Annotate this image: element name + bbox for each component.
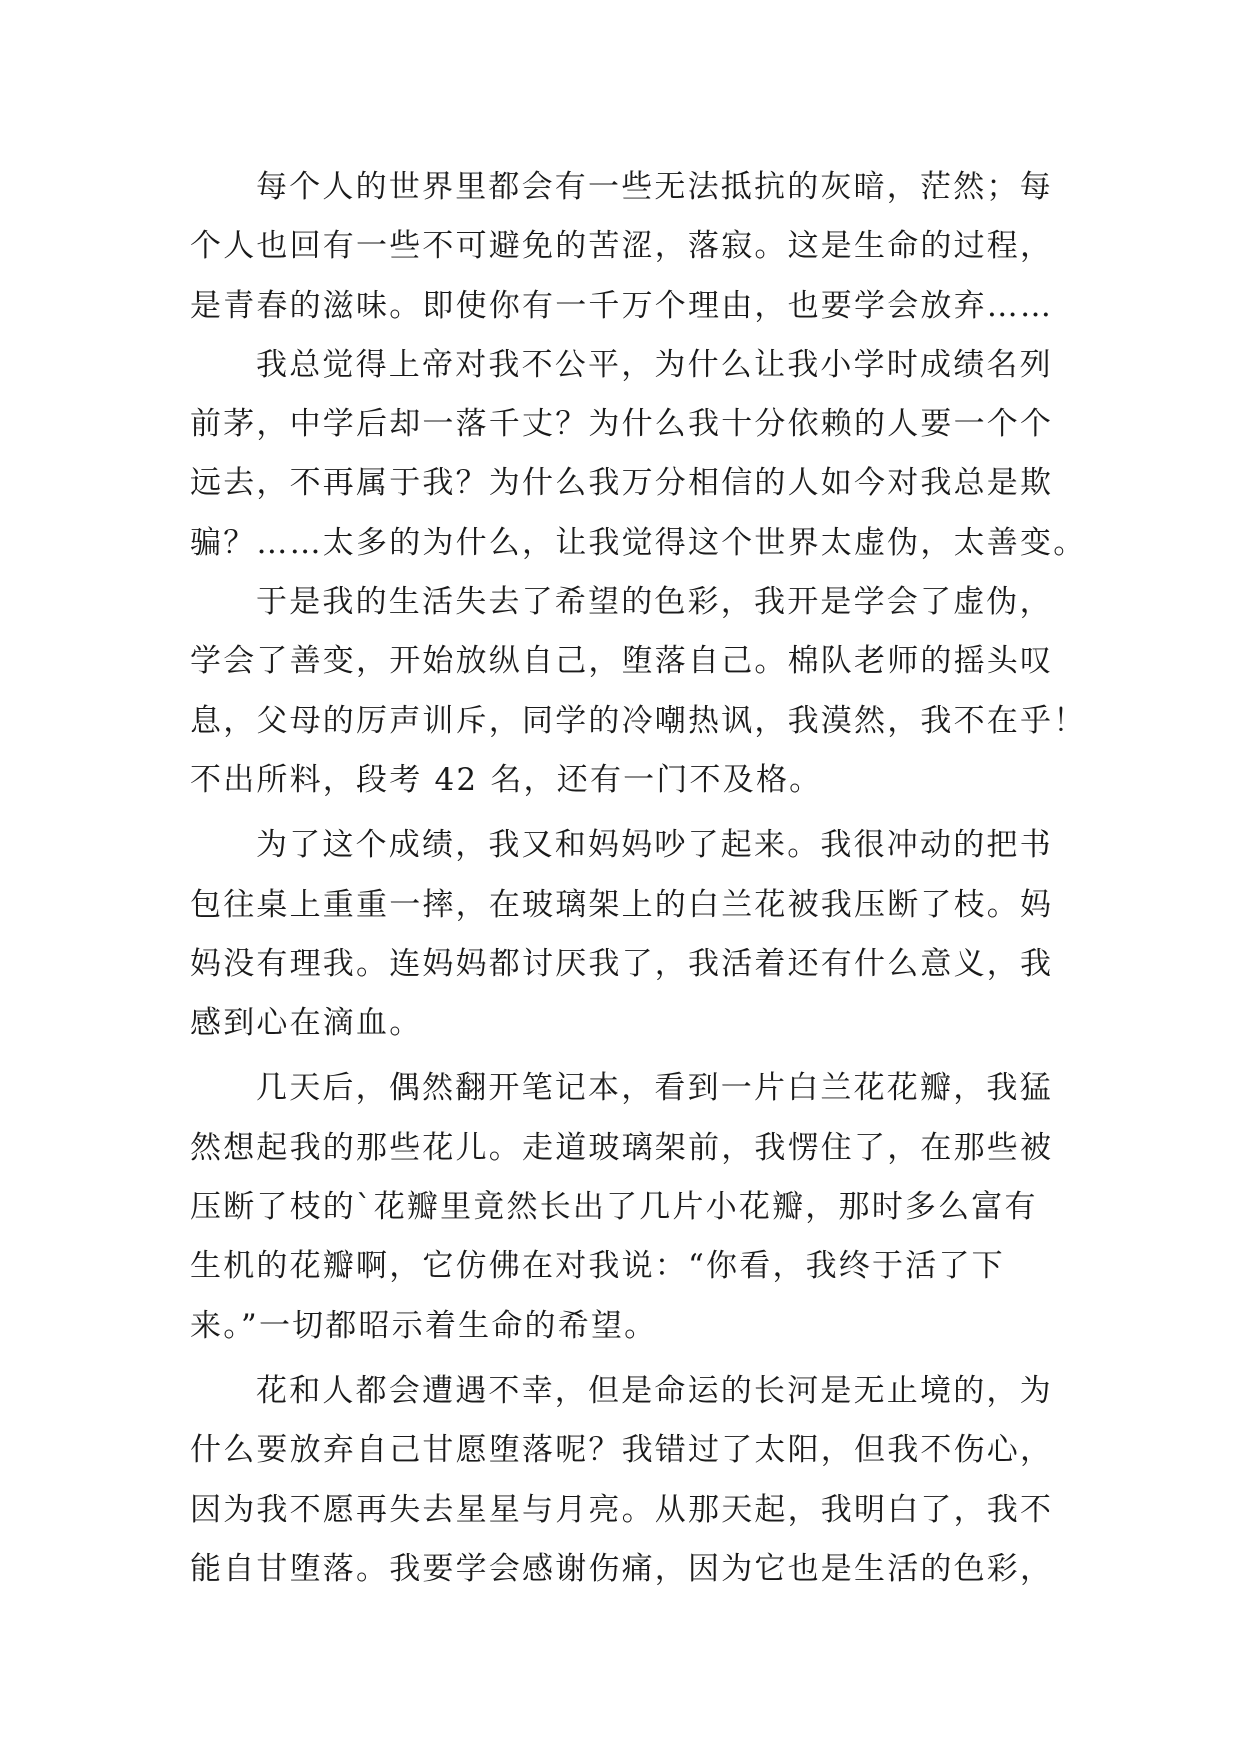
- text-line: 为了这个成绩，我又和妈妈吵了起来。我很冲动的把书: [256, 827, 1053, 864]
- text-line: 骗？……太多的为什么，让我觉得这个世界太虚伪，太善变。: [190, 524, 1087, 561]
- text-line: 不出所料，段考 42 名，还有一门不及格。: [190, 761, 823, 798]
- text-line: 然想起我的那些花儿。走道玻璃架前，我愣住了，在那些被: [190, 1129, 1054, 1166]
- text-line: 学会了善变，开始放纵自己，堕落自己。棉队老师的摇头叹: [190, 643, 1054, 680]
- text-line: 息，父母的厉声训斥，同学的冷嘲热讽，我漠然，我不在乎！: [190, 702, 1087, 739]
- text-line: 来。”一切都昭示着生命的希望。: [190, 1307, 658, 1344]
- text-line: 个人也回有一些不可避免的苦涩，落寂。这是生命的过程，: [190, 228, 1054, 265]
- paragraph: [190, 158, 1070, 336]
- text-line: 生机的花瓣啊，它仿佛在对我说：“你看，我终于活了下: [190, 1248, 1005, 1285]
- paragraph: [190, 816, 1070, 1053]
- text-line: 什么要放弃自己甘愿堕落呢？我错过了太阳，但我不伤心，: [190, 1432, 1054, 1469]
- text-line: 因为我不愿再失去星星与月亮。从那天起，我明白了，我不: [190, 1491, 1054, 1528]
- text-line: 花和人都会遭遇不幸，但是命运的长河是无止境的，为: [256, 1372, 1053, 1409]
- text-line: 妈没有理我。连妈妈都讨厌我了，我活着还有什么意义，我: [190, 945, 1054, 982]
- text-line: 前茅，中学后却一落千丈？为什么我十分依赖的人要一个个: [190, 406, 1054, 443]
- text-line: 能自甘堕落。我要学会感谢伤痛，因为它也是生活的色彩，: [190, 1550, 1054, 1587]
- text-line: 压断了枝的`花瓣里竟然长出了几片小花瓣，那时多么富有: [190, 1189, 1038, 1226]
- paragraph: [190, 1059, 1070, 1355]
- paragraph: [190, 336, 1087, 573]
- text-line: 几天后，偶然翻开笔记本，看到一片白兰花花瓣，我猛: [256, 1070, 1053, 1107]
- text-line: 远去，不再属于我？为什么我万分相信的人如今对我总是欺: [190, 465, 1054, 502]
- text-line: 感到心在滴血。: [190, 1005, 423, 1042]
- text-line: 于是我的生活失去了希望的色彩，我开是学会了虚伪，: [256, 584, 1053, 621]
- paragraph: [190, 1362, 1070, 1599]
- essay-body: [190, 158, 1087, 1599]
- text-line: 是青春的滋味。即使你有一千万个理由，也要学会放弃……: [190, 287, 1054, 324]
- text-line: 我总觉得上帝对我不公平，为什么让我小学时成绩名列: [256, 346, 1053, 383]
- text-line: 包往桌上重重一摔，在玻璃架上的白兰花被我压断了枝。妈: [190, 886, 1054, 923]
- text-line: 每个人的世界里都会有一些无法抵抗的灰暗，茫然；每: [256, 169, 1053, 205]
- paragraph: [190, 573, 1087, 810]
